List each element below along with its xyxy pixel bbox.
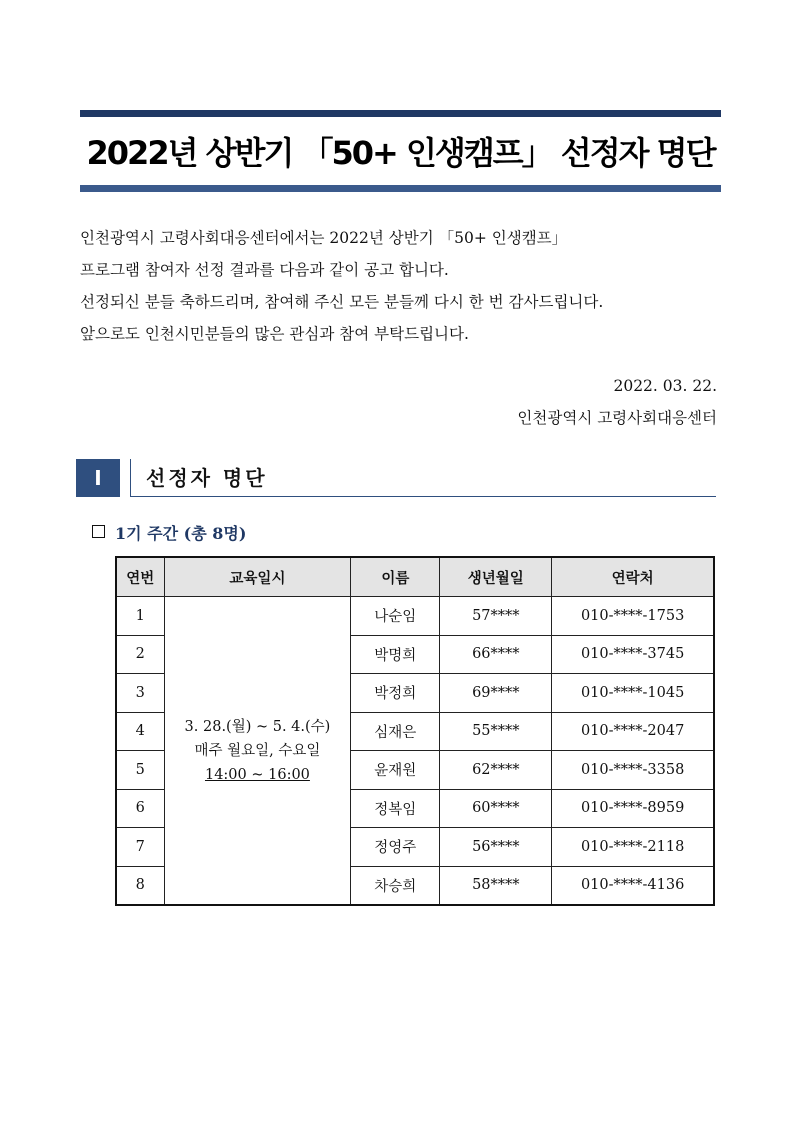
intro-line: 인천광역시 고령사회대응센터에서는 2022년 상반기 「50+ 인생캠프」 (80, 229, 568, 247)
cell-contact: 010-****-1753 (552, 597, 714, 636)
title-bottom-rule (80, 185, 721, 192)
header-birth: 생년월일 (440, 557, 552, 597)
subsection-heading (92, 520, 246, 548)
schedule-period: 3. 28.(월) ~ 5. 4.(수) (184, 718, 331, 735)
cell-birth: 56**** (440, 828, 552, 867)
schedule-time: 14:00 ~ 16:00 (204, 766, 310, 783)
cell-birth: 62**** (440, 751, 552, 790)
cell-name: 심재은 (351, 712, 440, 751)
cell-birth: 60**** (440, 789, 552, 828)
cell-no: 5 (116, 751, 164, 790)
table-row (116, 597, 714, 636)
section-underline (130, 496, 716, 497)
cell-name: 차승희 (351, 866, 440, 905)
header-schedule: 교육일시 (164, 557, 351, 597)
intro-line: 선정되신 분들 축하드리며, 참여해 주신 모든 분들께 다시 한 번 감사드립니다. (80, 293, 604, 311)
cell-name: 정복임 (351, 789, 440, 828)
organization-name: 인천광역시 고령사회대응센터 (517, 409, 717, 427)
cell-no: 7 (116, 828, 164, 867)
section-divider (130, 459, 131, 497)
header-contact: 연락처 (552, 557, 714, 597)
cell-no: 6 (116, 789, 164, 828)
cell-birth: 69**** (440, 674, 552, 713)
signature-block (517, 370, 717, 434)
intro-paragraph (80, 222, 740, 350)
participants-table (115, 556, 715, 906)
intro-line: 앞으로도 인천시민분들의 많은 관심과 참여 부탁드립니다. (80, 325, 469, 343)
cell-no: 1 (116, 597, 164, 636)
cell-birth: 66**** (440, 635, 552, 674)
cell-contact: 010-****-4136 (552, 866, 714, 905)
cell-schedule (164, 597, 351, 906)
cell-contact: 010-****-3745 (552, 635, 714, 674)
cell-no: 3 (116, 674, 164, 713)
cell-name: 박명희 (351, 635, 440, 674)
cell-contact: 010-****-2047 (552, 712, 714, 751)
cell-name: 정영주 (351, 828, 440, 867)
intro-line: 프로그램 참여자 선정 결과를 다음과 같이 공고 합니다. (80, 261, 449, 279)
checkbox-bullet-icon (92, 525, 105, 538)
table-header-row (116, 557, 714, 597)
cell-birth: 57**** (440, 597, 552, 636)
title-top-rule (80, 110, 721, 117)
cell-contact: 010-****-3358 (552, 751, 714, 790)
section-number-badge: Ⅰ (76, 459, 120, 497)
header-name: 이름 (351, 557, 440, 597)
cell-no: 4 (116, 712, 164, 751)
schedule-days: 매주 월요일, 수요일 (194, 742, 321, 759)
cell-name: 박정희 (351, 674, 440, 713)
section-title: 선정자 명단 (146, 466, 268, 490)
page-title: 2022년 상반기 「50+ 인생캠프」 선정자 명단 (86, 134, 715, 172)
cell-name: 나순임 (351, 597, 440, 636)
cell-no: 2 (116, 635, 164, 674)
cell-birth: 55**** (440, 712, 552, 751)
subsection-title: 1기 주간 (총 8명) (115, 524, 247, 543)
cell-no: 8 (116, 866, 164, 905)
cell-contact: 010-****-8959 (552, 789, 714, 828)
header-no: 연번 (116, 557, 164, 597)
cell-birth: 58**** (440, 866, 552, 905)
cell-contact: 010-****-2118 (552, 828, 714, 867)
cell-contact: 010-****-1045 (552, 674, 714, 713)
notice-date: 2022. 03. 22. (613, 377, 717, 395)
cell-name: 윤재원 (351, 751, 440, 790)
